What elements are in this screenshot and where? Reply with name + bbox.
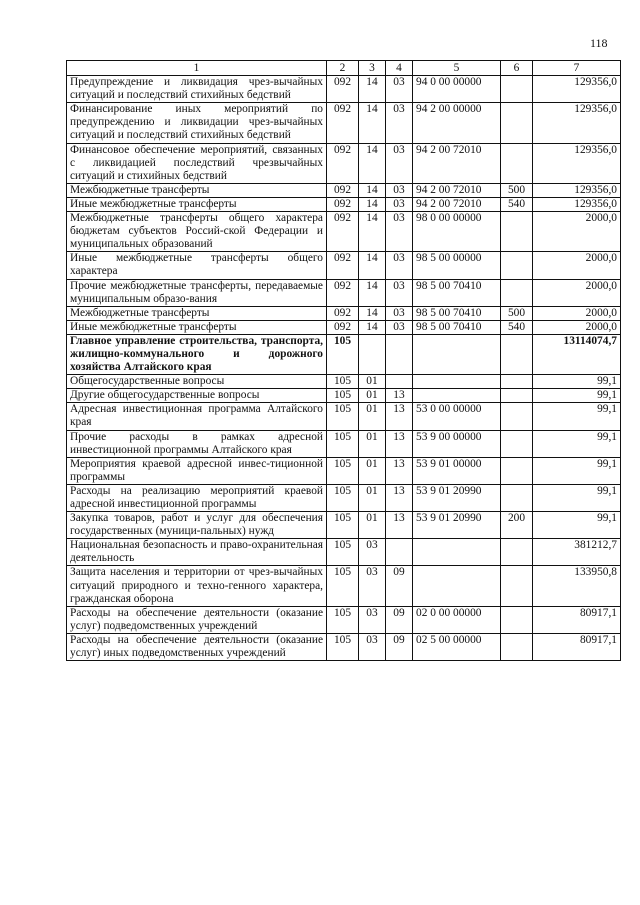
subsection-code: 03	[386, 279, 413, 306]
item-name: Закупка товаров, работ и услуг для обеспечения государственных (муници-пальных) нужд	[67, 512, 327, 539]
item-name: Расходы на обеспечение деятельности (оказание услуг) подведомственных учреждений	[67, 606, 327, 633]
target-article-code	[413, 334, 501, 374]
ministry-code: 092	[327, 143, 359, 183]
column-number-row	[67, 61, 621, 76]
target-article-code: 53 9 01 20990	[413, 484, 501, 511]
item-name: Межбюджетные трансферты общего характера бюджетам субъектов Россий-ской Федерации и муниципальных образований	[67, 212, 327, 252]
ministry-code: 092	[327, 76, 359, 103]
ministry-code: 105	[327, 633, 359, 660]
item-name: Предупреждение и ликвидация чрез-вычайных ситуаций и последствий стихийных бедствий	[67, 76, 327, 103]
item-name: Мероприятия краевой адресной инвес-тиционной программы	[67, 457, 327, 484]
target-article-code: 53 9 01 20990	[413, 512, 501, 539]
expense-type-code	[501, 430, 533, 457]
section-code: 14	[359, 212, 386, 252]
ministry-code: 092	[327, 183, 359, 197]
subsection-code: 03	[386, 143, 413, 183]
amount: 99,1	[533, 457, 621, 484]
section-code: 14	[359, 279, 386, 306]
section-code: 14	[359, 183, 386, 197]
section-code: 14	[359, 306, 386, 320]
expense-type-code	[501, 76, 533, 103]
amount: 381212,7	[533, 539, 621, 566]
expense-type-code	[501, 252, 533, 279]
target-article-code: 53 0 00 00000	[413, 403, 501, 430]
item-name: Финансирование иных мероприятий по предупреждению и ликвидации чрез-вычайных ситуаций и последствий стихийных бедствий	[67, 103, 327, 143]
target-article-code: 94 2 00 00000	[413, 103, 501, 143]
column-number: 5	[413, 61, 501, 76]
subsection-code: 09	[386, 633, 413, 660]
target-article-code	[413, 375, 501, 389]
amount: 2000,0	[533, 279, 621, 306]
expense-type-code	[501, 334, 533, 374]
item-name: Финансовое обеспечение мероприятий, связанных с ликвидацией последствий чрезвычайных ситуаций и стихийных бедствий	[67, 143, 327, 183]
target-article-code: 94 2 00 72010	[413, 197, 501, 211]
table-row	[67, 76, 621, 103]
target-article-code: 02 5 00 00000	[413, 633, 501, 660]
table-row	[67, 183, 621, 197]
ministry-code: 105	[327, 375, 359, 389]
target-article-code: 98 5 00 70410	[413, 320, 501, 334]
section-code: 14	[359, 76, 386, 103]
item-name: Национальная безопасность и право-охранительная деятельность	[67, 539, 327, 566]
item-name: Прочие межбюджетные трансферты, передаваемые муниципальным образо-вания	[67, 279, 327, 306]
amount: 133950,8	[533, 566, 621, 606]
table-row	[67, 633, 621, 660]
column-number: 6	[501, 61, 533, 76]
expense-type-code: 540	[501, 197, 533, 211]
ministry-code: 092	[327, 197, 359, 211]
section-code: 14	[359, 252, 386, 279]
item-name: Межбюджетные трансферты	[67, 183, 327, 197]
amount: 129356,0	[533, 183, 621, 197]
ministry-code: 105	[327, 389, 359, 403]
amount: 129356,0	[533, 143, 621, 183]
table-row	[67, 512, 621, 539]
table-row	[67, 279, 621, 306]
expense-type-code	[501, 484, 533, 511]
target-article-code: 53 9 01 00000	[413, 457, 501, 484]
ministry-code: 092	[327, 320, 359, 334]
expense-type-code	[501, 457, 533, 484]
ministry-code: 105	[327, 566, 359, 606]
section-code: 14	[359, 103, 386, 143]
expense-type-code: 500	[501, 183, 533, 197]
subsection-code	[386, 539, 413, 566]
amount: 2000,0	[533, 252, 621, 279]
amount: 99,1	[533, 403, 621, 430]
amount: 2000,0	[533, 306, 621, 320]
item-name: Адресная инвестиционная программа Алтайского края	[67, 403, 327, 430]
amount: 2000,0	[533, 320, 621, 334]
ministry-code: 105	[327, 606, 359, 633]
expense-type-code	[501, 389, 533, 403]
target-article-code: 98 0 00 00000	[413, 212, 501, 252]
ministry-code: 105	[327, 457, 359, 484]
amount: 99,1	[533, 430, 621, 457]
target-article-code	[413, 566, 501, 606]
subsection-code: 03	[386, 197, 413, 211]
section-code: 14	[359, 197, 386, 211]
table-row	[67, 430, 621, 457]
item-name: Расходы на реализацию мероприятий краевой адресной инвестиционной программы	[67, 484, 327, 511]
section-code: 01	[359, 389, 386, 403]
ministry-code: 092	[327, 279, 359, 306]
ministry-code: 092	[327, 212, 359, 252]
target-article-code: 53 9 00 00000	[413, 430, 501, 457]
expense-type-code	[501, 375, 533, 389]
section-code: 14	[359, 320, 386, 334]
ministry-code: 105	[327, 539, 359, 566]
subsection-code: 13	[386, 457, 413, 484]
item-name: Другие общегосударственные вопросы	[67, 389, 327, 403]
item-name: Иные межбюджетные трансферты	[67, 197, 327, 211]
amount: 13114074,7	[533, 334, 621, 374]
column-number: 4	[386, 61, 413, 76]
item-name: Расходы на обеспечение деятельности (оказание услуг) иных подведомственных учреждений	[67, 633, 327, 660]
subsection-code	[386, 375, 413, 389]
section-code: 01	[359, 512, 386, 539]
table-row	[67, 389, 621, 403]
item-name: Межбюджетные трансферты	[67, 306, 327, 320]
target-article-code: 94 2 00 72010	[413, 143, 501, 183]
ministry-code: 092	[327, 252, 359, 279]
table-row	[67, 252, 621, 279]
expense-type-code: 200	[501, 512, 533, 539]
column-number: 7	[533, 61, 621, 76]
subsection-code: 03	[386, 76, 413, 103]
column-number: 1	[67, 61, 327, 76]
section-code: 01	[359, 457, 386, 484]
table-row	[67, 403, 621, 430]
item-name: Иные межбюджетные трансферты	[67, 320, 327, 334]
expense-type-code	[501, 279, 533, 306]
amount: 129356,0	[533, 76, 621, 103]
expense-type-code	[501, 566, 533, 606]
amount: 99,1	[533, 484, 621, 511]
ministry-code: 105	[327, 334, 359, 374]
amount: 80917,1	[533, 633, 621, 660]
section-code: 03	[359, 606, 386, 633]
section-code: 01	[359, 375, 386, 389]
column-number: 3	[359, 61, 386, 76]
item-name: Защита населения и территории от чрез-вычайных ситуаций природного и техно-генного характера, гражданская оборона	[67, 566, 327, 606]
subsection-code: 13	[386, 389, 413, 403]
amount: 80917,1	[533, 606, 621, 633]
target-article-code: 94 0 00 00000	[413, 76, 501, 103]
section-code: 01	[359, 430, 386, 457]
subsection-code: 03	[386, 306, 413, 320]
subsection-code: 03	[386, 103, 413, 143]
ministry-code: 105	[327, 430, 359, 457]
item-name: Главное управление строительства, транспорта, жилищно-коммунального и дорожного хозяйства Алтайского края	[67, 334, 327, 374]
subsection-code: 13	[386, 484, 413, 511]
table-row	[67, 212, 621, 252]
target-article-code: 98 5 00 70410	[413, 279, 501, 306]
item-name: Общегосударственные вопросы	[67, 375, 327, 389]
subsection-code: 03	[386, 320, 413, 334]
expense-type-code: 540	[501, 320, 533, 334]
section-code: 03	[359, 633, 386, 660]
table-row	[67, 334, 621, 374]
target-article-code: 02 0 00 00000	[413, 606, 501, 633]
item-name: Иные межбюджетные трансферты общего характера	[67, 252, 327, 279]
table-row	[67, 143, 621, 183]
expense-type-code	[501, 212, 533, 252]
amount: 129356,0	[533, 197, 621, 211]
ministry-code: 092	[327, 103, 359, 143]
table-row	[67, 320, 621, 334]
table-row	[67, 197, 621, 211]
target-article-code: 94 2 00 72010	[413, 183, 501, 197]
table-row	[67, 539, 621, 566]
subsection-code: 13	[386, 512, 413, 539]
ministry-code: 092	[327, 306, 359, 320]
expense-type-code	[501, 143, 533, 183]
expense-type-code	[501, 606, 533, 633]
target-article-code	[413, 539, 501, 566]
expense-type-code	[501, 539, 533, 566]
expense-type-code	[501, 403, 533, 430]
section-code: 01	[359, 484, 386, 511]
table-row	[67, 566, 621, 606]
table-row	[67, 606, 621, 633]
table-row	[67, 306, 621, 320]
section-code: 01	[359, 403, 386, 430]
target-article-code: 98 5 00 70410	[413, 306, 501, 320]
page-number: 118	[590, 36, 608, 50]
amount: 2000,0	[533, 212, 621, 252]
ministry-code: 105	[327, 484, 359, 511]
expense-type-code	[501, 103, 533, 143]
column-number: 2	[327, 61, 359, 76]
target-article-code: 98 5 00 00000	[413, 252, 501, 279]
target-article-code	[413, 389, 501, 403]
subsection-code: 03	[386, 183, 413, 197]
section-code	[359, 334, 386, 374]
section-code: 03	[359, 566, 386, 606]
subsection-code: 13	[386, 403, 413, 430]
amount: 129356,0	[533, 103, 621, 143]
subsection-code: 13	[386, 430, 413, 457]
amount: 99,1	[533, 389, 621, 403]
table-row	[67, 457, 621, 484]
expense-type-code: 500	[501, 306, 533, 320]
ministry-code: 105	[327, 512, 359, 539]
item-name: Прочие расходы в рамках адресной инвестиционной программы Алтайского края	[67, 430, 327, 457]
table-row	[67, 484, 621, 511]
section-code: 03	[359, 539, 386, 566]
table-row	[67, 103, 621, 143]
subsection-code: 03	[386, 252, 413, 279]
subsection-code	[386, 334, 413, 374]
expense-type-code	[501, 633, 533, 660]
section-code: 14	[359, 143, 386, 183]
amount: 99,1	[533, 512, 621, 539]
ministry-code: 105	[327, 403, 359, 430]
budget-table	[66, 60, 621, 661]
subsection-code: 03	[386, 212, 413, 252]
subsection-code: 09	[386, 566, 413, 606]
subsection-code: 09	[386, 606, 413, 633]
table-row	[67, 375, 621, 389]
amount: 99,1	[533, 375, 621, 389]
